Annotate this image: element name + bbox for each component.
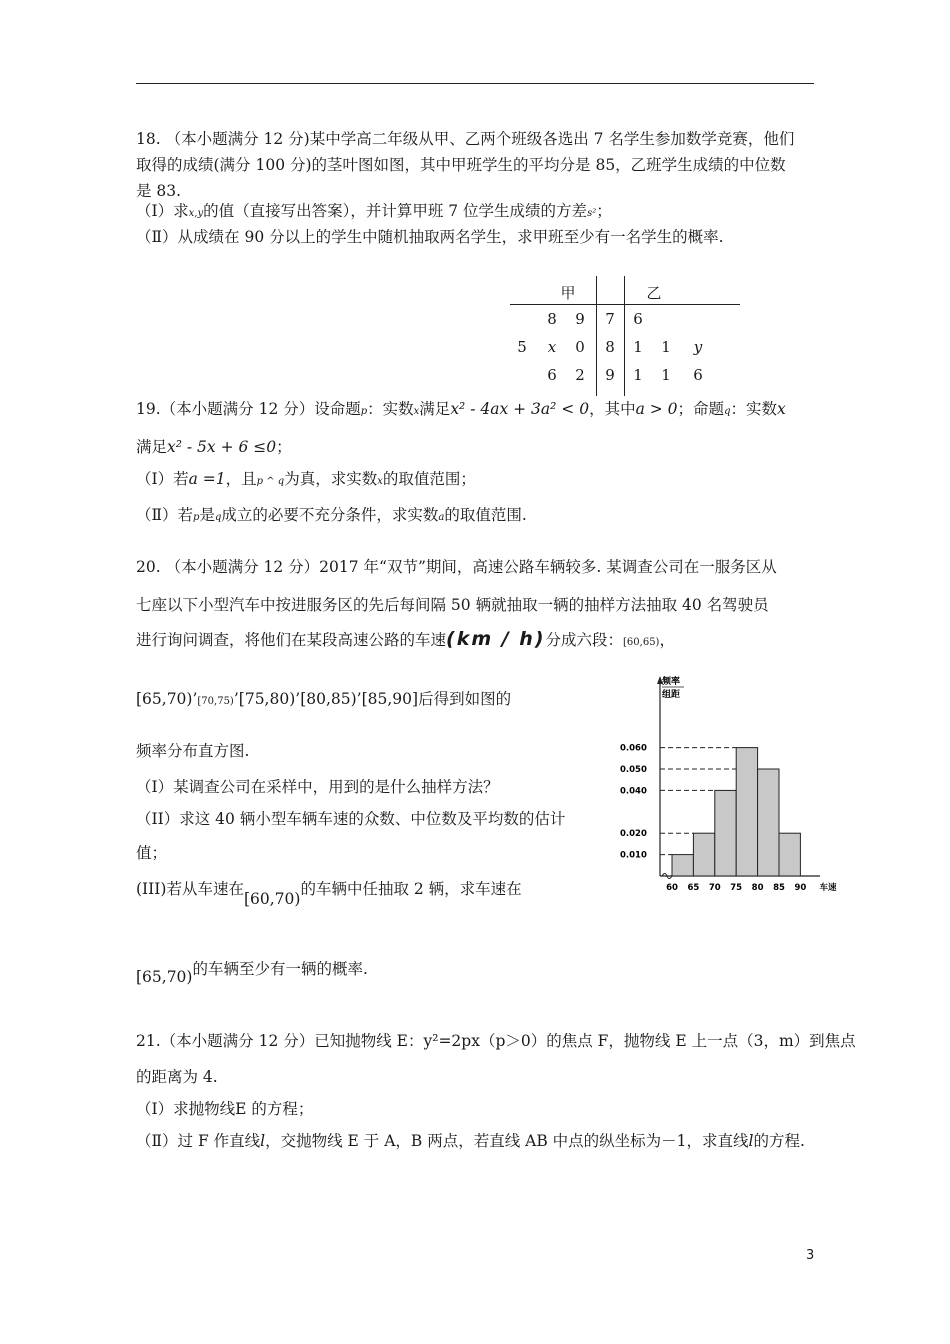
right-header: 乙 [646,284,662,302]
leaf: 9 [575,310,585,328]
y-tick-label: 0.020 [620,829,647,840]
text: ，交抛物线 E 于 A，B 两点，若直线 AB 中点的纵坐标为－1，求直线 [265,1132,749,1150]
stem-divider-left [596,276,597,396]
var-s2: s² [587,208,597,219]
q21-line-2: 的距离为 4. [136,1068,218,1086]
q18-line-2: 取得的成绩(满分 100 分)的茎叶图如图，其中甲班学生的平均分是 85，乙班学生成绩的中位数 [136,156,786,174]
q18-part-2: （Ⅱ）从成绩在 90 分以上的学生中随机抽取两名学生，求甲班至少有一名学生的概率. [136,228,724,246]
var-p: p [360,406,368,417]
var-p: p [193,512,200,523]
q19-part-1 [136,468,476,493]
x-tick-label: 60 [666,883,678,893]
separator: ’ [233,690,239,708]
y-tick-label: 0.050 [620,765,647,775]
q20-line-4 [136,688,511,713]
text: ：实数 [730,400,777,418]
var-a: a [438,512,445,523]
condition: a =1 [188,470,226,488]
var-xy: x,y [188,208,204,219]
y-tick-label: 0.040 [620,786,647,797]
var-q: q [214,512,222,523]
interval-1: [60,65) [623,637,660,648]
q20-line-3 [136,628,675,654]
q20-line-2: 七座以下小型汽车中按进服务区的先后每间隔 50 辆就抽取一辆的抽样方法抽取 40 名驾驶员 [136,596,769,614]
var-x: x [776,400,786,418]
line-l: l [748,1132,754,1150]
separator: ’ [295,690,301,708]
var-x: x [377,476,383,487]
leaf: 1 [661,338,671,356]
page-number: 3 [806,1248,815,1263]
text: (III)若从车速在 [136,880,244,898]
x-tick-label: 75 [730,883,743,893]
separator: ’ [192,690,198,708]
q18-line-3: 是 83. [136,182,182,200]
text: 满足 [419,400,451,418]
q20-part-2b: 值； [136,844,168,862]
text: ：实数 [367,400,414,418]
text: 为真，求实数 [284,470,378,488]
y-label-bottom: 组距 [662,690,681,700]
y-tick-label: 0.060 [620,743,647,754]
line-l: l [260,1132,266,1150]
condition-a: a > 0 [635,400,678,418]
text: 的值（直接写出答案），并计算甲班 7 位学生成绩的方差 [203,202,588,220]
text: 分成六段： [545,631,624,649]
y-tick-label: 0.010 [620,850,647,861]
text: 的方程. [753,1132,805,1150]
interval: [65,70) [136,968,193,986]
leaf-x: x [547,338,557,356]
text: ；命题 [677,400,725,418]
text: （Ⅱ）若 [136,506,194,524]
text: （Ⅰ）求 [136,202,189,220]
histogram-bar [693,833,714,876]
leaf: 1 [661,366,671,384]
histogram-bar [736,748,757,876]
x-tick-label: 80 [751,883,764,893]
leaf: 1 [633,366,643,384]
text: ，其中 [589,400,636,418]
left-header: 甲 [560,284,576,302]
q19-line-2 [136,436,292,458]
q18-part-1 [136,200,612,225]
q21-line-1: 21.（本小题满分 12 分）已知抛物线 E：y²=2px（p＞0）的焦点 F，抛物线 E 上一点（3，m）到焦点 [136,1032,856,1050]
stem: 8 [605,338,615,356]
leaf: 6 [547,366,557,384]
inequality-2: x² - 5x + 6 ≤0 [167,438,277,456]
leaf: 5 [517,338,527,356]
text: 是 [199,506,215,524]
q20-part-1: （Ⅰ）某调查公司在采样中，用到的是什么抽样方法？ [136,778,499,796]
text: （Ⅱ）过 F 作直线 [136,1132,261,1150]
q18-line-1: 18. （本小题满分 12 分)某中学高二年级从甲、乙两个班级各选出 7 名学生参加数学竞赛，他们 [136,130,795,148]
text: 进行询问调查，将他们在某段高速公路的车速 [136,631,447,649]
var-q: q [724,406,731,417]
x-axis-label: 车速 [819,883,837,893]
interval-2: [65,70) [136,690,193,708]
q19-part-2 [136,504,527,529]
interval-4: [75,80) [238,690,296,708]
leaf-y: y [693,338,703,356]
text: 的车辆中任抽取 2 辆，求车速在 [300,880,522,898]
leaf: 6 [693,366,703,384]
text: ，且 [225,470,257,488]
text: 19.（本小题满分 12 分）设命题 [136,400,361,418]
stem: 9 [605,366,615,384]
interval-5: [80,85) [300,690,357,708]
leaf: 1 [633,338,643,356]
x-tick-label: 70 [708,883,721,893]
x-tick-label: 85 [773,883,785,893]
leaf: 6 [633,310,643,328]
histogram-bar [779,833,800,876]
q21-part-1: （Ⅰ）求抛物线E 的方程； [136,1100,314,1118]
interval-3: [70,75) [197,696,234,707]
leaf: 8 [547,310,557,328]
text: 满足 [136,438,168,456]
q20-part-3 [136,878,522,908]
text: ； [596,202,612,220]
separator: ’ [356,690,362,708]
interval: [60,70) [243,890,301,908]
interval-6: [85,90] [361,690,419,708]
q19-line-1 [136,398,786,423]
text: ， [659,631,675,649]
text: ； [276,438,292,456]
frequency-histogram [612,670,842,900]
var-x: x [413,406,420,417]
histogram-bar [758,769,779,876]
leaf: 0 [575,338,585,356]
q20-line-5: 频率分布直方图. [136,742,250,760]
text: 的取值范围； [382,470,476,488]
header-divider [510,304,740,305]
text: 成立的必要不充分条件，求实数 [221,506,439,524]
speed-unit: (km / h) [446,628,546,650]
leaf: 2 [575,366,585,384]
q20-part-3-cont [136,958,368,986]
text: 的取值范围. [444,506,527,524]
stem-leaf-plot [508,276,740,396]
text: 的车辆至少有一辆的概率. [192,960,368,978]
text: （Ⅰ）若 [136,470,189,488]
header-rule [136,83,814,84]
q20-line-1: 20. （本小题满分 12 分）2017 年“双节”期间，高速公路车辆较多. 某调查公司在一服务区从 [136,558,777,576]
x-tick-label: 90 [794,883,807,893]
histogram-bar [715,790,736,876]
q21-part-2 [136,1130,805,1152]
stem: 7 [605,310,615,328]
text: 后得到如图的 [418,690,512,708]
q20-part-2a: （II）求这 40 辆小型车辆车速的众数、中位数及平均数的估计 [136,810,566,828]
inequality-1: x² - 4ax + 3a² < 0 [450,400,590,418]
stem-divider-right [624,276,625,396]
y-label-top: 频率 [662,677,681,687]
x-tick-label: 65 [687,883,700,893]
p-and-q: p ^ q [256,476,285,487]
histogram-bar [672,855,693,876]
